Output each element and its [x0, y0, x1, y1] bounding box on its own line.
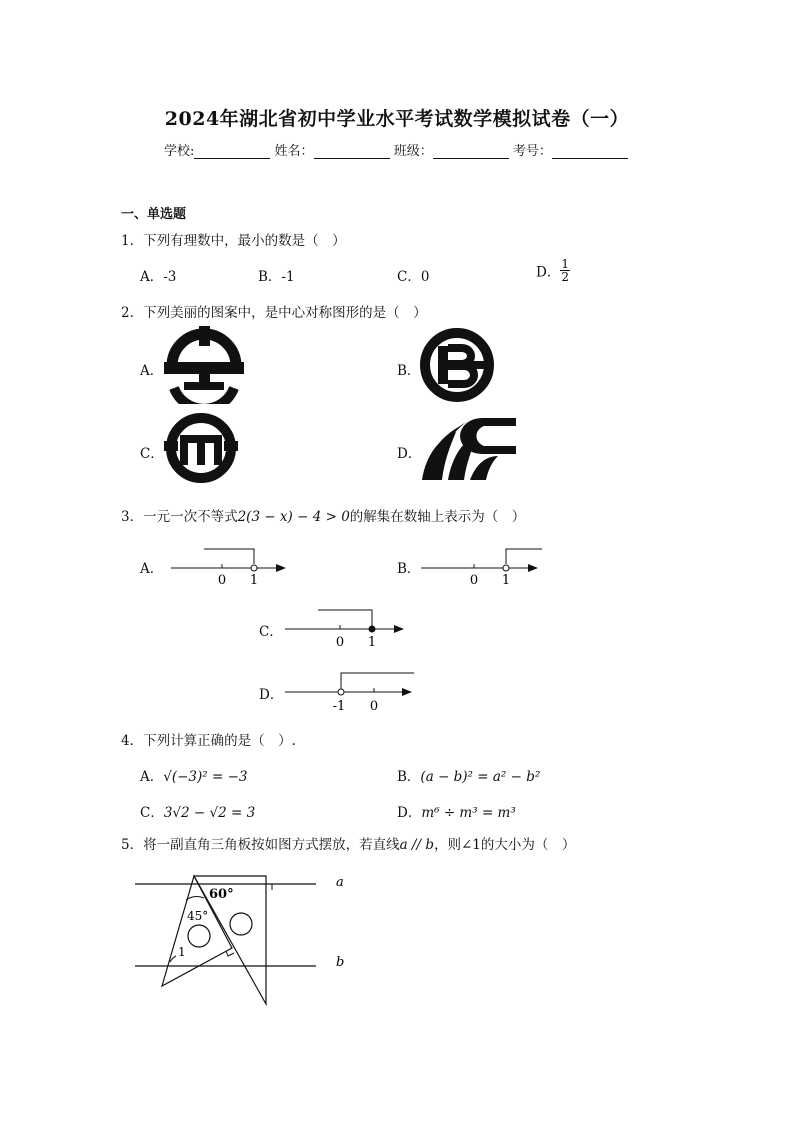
- section-heading: 一、单选题: [121, 207, 187, 222]
- q4-option-b-label: B．: [397, 769, 421, 785]
- q3-inequality: 2(3 − x) − 4 > 0: [237, 509, 350, 525]
- class-field[interactable]: [433, 144, 509, 159]
- q1-option-d[interactable]: [536, 258, 570, 283]
- q1-option-b[interactable]: B．-1: [258, 269, 295, 285]
- logo-d-icon: [420, 414, 518, 484]
- q5-parallel-expr: a // b: [399, 837, 434, 853]
- fraction-denominator: 2: [561, 270, 569, 284]
- angle-45-label: 45°: [187, 909, 209, 923]
- exam-title: 2024年湖北省初中学业水平考试数学模拟试卷（一）: [164, 108, 630, 130]
- logo-c-icon: [164, 413, 238, 483]
- q4-stem: 4．下列计算正确的是（ ）.: [121, 733, 296, 749]
- q3-option-a[interactable]: A．: [140, 561, 164, 577]
- q4-option-d[interactable]: [397, 801, 516, 821]
- student-info-line: [164, 140, 628, 159]
- q4-option-c-label: C．: [140, 805, 164, 821]
- q2-option-a[interactable]: A．: [140, 363, 164, 379]
- q4-option-a[interactable]: [140, 765, 248, 785]
- tick-label-one: 1: [501, 573, 511, 588]
- q5-stem-post: ，则∠1的大小为（ ）: [433, 837, 576, 853]
- q3-option-c[interactable]: C．: [259, 624, 283, 640]
- tick-label-zero: 0: [217, 573, 227, 588]
- number-line-b: [418, 544, 544, 588]
- tick-label-one: 1: [367, 635, 377, 650]
- q3-stem-pre: 3．一元一次不等式: [121, 509, 238, 525]
- exam-no-field[interactable]: [552, 144, 628, 159]
- q2-option-c[interactable]: C．: [140, 446, 164, 462]
- angle-1-label: 1: [178, 945, 186, 959]
- q2-option-b[interactable]: B．: [397, 363, 421, 379]
- q2-option-d[interactable]: D．: [397, 446, 422, 462]
- q4-option-b-expr: (a − b)² = a² − b²: [420, 769, 541, 785]
- number-line-a: [168, 544, 290, 588]
- name-field[interactable]: [314, 144, 390, 159]
- tick-label-zero: 0: [369, 699, 379, 714]
- q4-option-d-expr: m⁶ ÷ m³ = m³: [421, 805, 516, 821]
- q3-stem: [121, 505, 525, 525]
- angle-60-label: 60°: [209, 887, 234, 902]
- logo-b-icon: [420, 328, 494, 402]
- q3-option-b[interactable]: B．: [397, 561, 421, 577]
- q2-stem: 2．下列美丽的图案中，是中心对称图形的是（ ）: [121, 305, 427, 321]
- class-label: 班级：: [393, 144, 433, 159]
- tick-label-zero: 0: [335, 635, 345, 650]
- q5-triangle-figure: [130, 870, 360, 1012]
- q3-option-d[interactable]: D．: [259, 687, 284, 703]
- tick-label-zero: 0: [469, 573, 479, 588]
- q1-option-c[interactable]: C．0: [397, 269, 430, 285]
- school-label: 学校:: [164, 144, 195, 159]
- school-field[interactable]: [194, 144, 270, 159]
- line-a-label: a: [336, 875, 344, 890]
- fraction-numerator: 1: [561, 257, 569, 271]
- q1-fraction: [560, 258, 570, 283]
- number-line-d: [282, 668, 416, 716]
- name-label: 姓名：: [274, 144, 314, 159]
- q4-option-a-label: A．: [140, 769, 164, 785]
- q5-stem-pre: 5．将一副直角三角板按如图方式摆放，若直线: [121, 837, 400, 853]
- q4-option-c-expr: 3√2 − √2 = 3: [163, 805, 256, 821]
- number-line-c: [282, 605, 408, 651]
- tick-label-neg-one: -1: [332, 699, 346, 714]
- q4-option-c[interactable]: [140, 801, 255, 821]
- q1-option-d-label: D．: [536, 264, 561, 281]
- q1-stem: 1．下列有理数中，最小的数是（ ）: [121, 233, 346, 249]
- q4-option-b[interactable]: [397, 765, 540, 785]
- q5-stem: [121, 833, 575, 853]
- line-b-label: b: [336, 955, 345, 970]
- q4-option-a-expr: √(−3)² = −3: [163, 769, 248, 785]
- q1-option-a[interactable]: A．-3: [140, 269, 177, 285]
- q4-option-d-label: D．: [397, 805, 422, 821]
- tick-label-one: 1: [249, 573, 259, 588]
- logo-a-icon: [164, 326, 244, 404]
- q3-stem-post: 的解集在数轴上表示为（ ）: [349, 509, 526, 525]
- exam-no-label: 考号：: [512, 144, 552, 159]
